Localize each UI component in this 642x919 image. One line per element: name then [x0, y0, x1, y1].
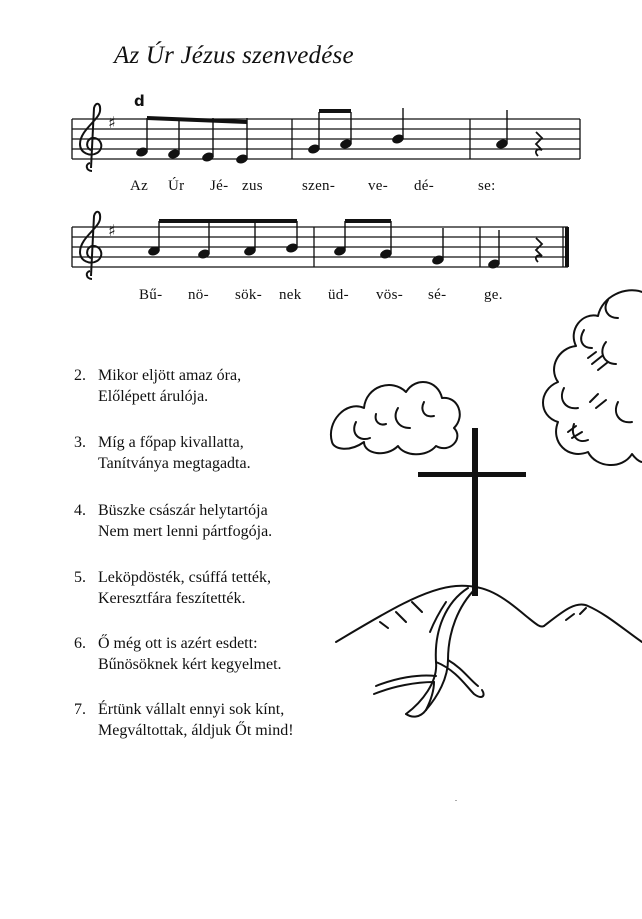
lyric-syllable: ve- [368, 178, 389, 194]
verse-2 [74, 365, 241, 407]
treble-clef-icon [80, 212, 101, 279]
music-staff-2 [0, 0, 642, 300]
song-title: Az Úr Jézus szenvedése [114, 42, 354, 69]
lyric-syllable: Úr [168, 178, 185, 194]
sharp-icon: ♯ [108, 221, 116, 240]
verse-line: Keresztfára feszítették. [98, 590, 246, 607]
lyric-syllable: szen- [302, 178, 336, 194]
verse-line: Míg a főpap kivallatta, [98, 434, 244, 451]
lyric-syllable: sök- [235, 287, 263, 303]
verse-line: Mikor eljött amaz óra, [98, 367, 242, 384]
verse-line: Bűnösöknek kért kegyelmet. [98, 656, 282, 673]
verse-number: 2. [74, 367, 86, 384]
key-marker: d [134, 92, 145, 110]
verse-number: 7. [74, 701, 86, 718]
verse-line: Ő még ott is azért esdett: [98, 635, 258, 652]
verse-line: Büszke császár helytartója [98, 502, 268, 519]
verse-number: 6. [74, 635, 86, 652]
verse-number: 3. [74, 434, 86, 451]
verse-line: Tanítványa megtagadta. [98, 455, 251, 472]
lyric-syllable: Az [130, 178, 149, 194]
verse-line: Előlépett árulója. [98, 388, 209, 405]
lyric-syllable: se: [478, 178, 496, 194]
verse-number: 4. [74, 502, 86, 519]
verse-number: 5. [74, 569, 86, 586]
lyric-syllable: Bű- [139, 287, 163, 303]
verse-line: Nem mert lenni pártfogója. [98, 523, 273, 540]
verse-7 [74, 699, 294, 741]
cross-illustration [326, 282, 642, 742]
verse-3 [74, 432, 251, 474]
lyric-syllable: nö- [188, 287, 209, 303]
verse-line: Megváltottak, áldjuk Őt mind! [98, 722, 294, 739]
lyric-syllable: sé- [428, 287, 447, 303]
lyric-syllable: zus [242, 178, 263, 194]
lyric-syllable: vös- [376, 287, 404, 303]
quarter-rest-icon [536, 238, 542, 262]
verse-6 [74, 633, 282, 675]
speck [455, 800, 457, 801]
verse-5 [74, 567, 271, 609]
verse-4 [74, 500, 272, 542]
lyric-syllable: üd- [328, 287, 349, 303]
lyric-syllable: ge. [484, 287, 503, 303]
verse-line: Értünk vállalt ennyi sok kínt, [98, 701, 285, 718]
lyric-syllable: nek [279, 287, 302, 303]
verse-line: Leköpdösték, csúffá tették, [98, 569, 271, 586]
lyric-syllable: Jé- [210, 178, 229, 194]
lyric-syllable: dé- [414, 178, 435, 194]
sharp-icon: ♯ [108, 113, 116, 132]
